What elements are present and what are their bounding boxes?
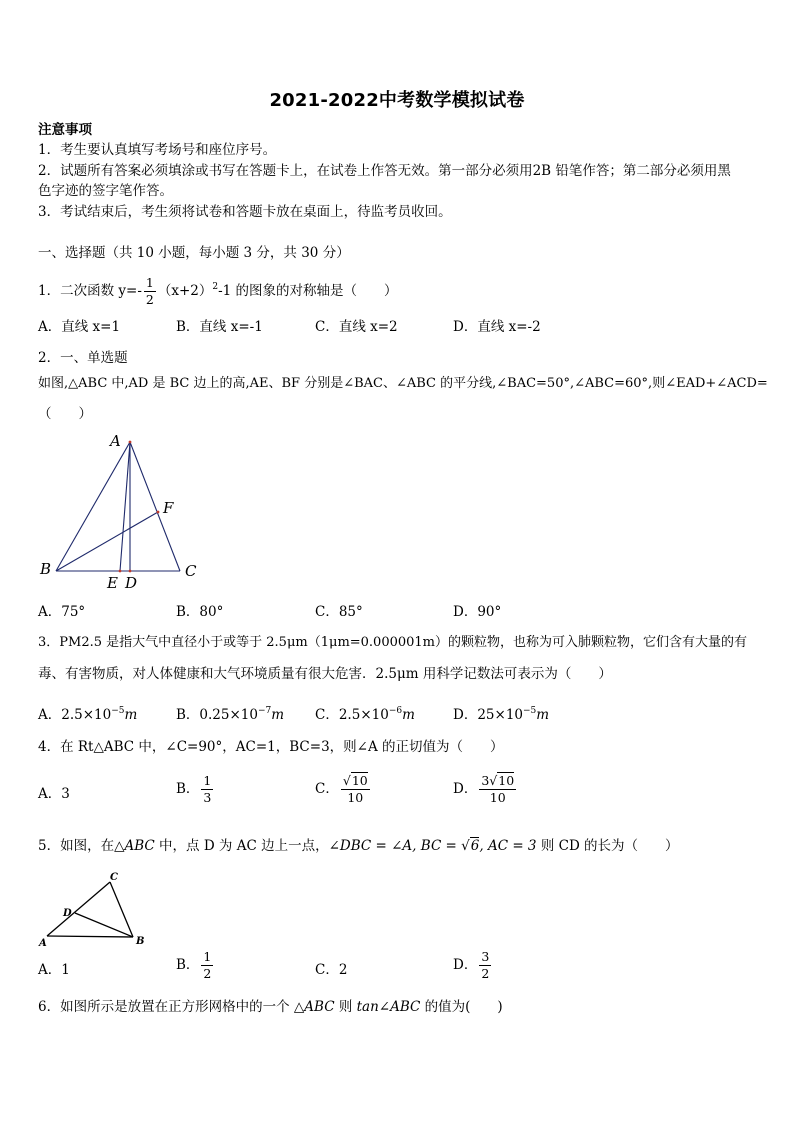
question-3-stem-cont: 毒、有害物质，对人体健康和大气环境质量有很大危害．2.5μm 用科学记数法可表示为（ ） <box>38 666 612 682</box>
q4-option-b-den: 3 <box>203 790 212 805</box>
q2-label-f: F <box>163 499 174 517</box>
q4-option-b-label: B． <box>176 781 200 797</box>
q5-label-d: D <box>63 908 72 919</box>
question-2-stem: 如图,△ABC 中,AD 是 BC 边上的高,AE、BF 分别是∠BAC、∠ABC 的平分线,∠BAC=50°,∠ABC=60°,则∠EAD+∠ACD= <box>38 376 768 391</box>
q4-option-d-coef: 3 <box>481 773 490 788</box>
q2-option-c: C．85° <box>315 604 363 620</box>
q4-option-d <box>453 774 518 805</box>
q3-option-d <box>453 702 549 724</box>
q2-option-d: D．90° <box>453 604 502 620</box>
notice-item-1: 1．考生要认真填写考场号和座位序号。 <box>38 142 277 158</box>
q3-option-d-label: D． <box>453 707 478 723</box>
q3-option-a-base: 2.5×10 <box>61 707 112 723</box>
q3-option-d-exp: −5 <box>523 706 537 716</box>
q3-option-a-exp: −5 <box>111 706 125 716</box>
q2-label-c: C <box>185 562 197 580</box>
page-title: 2021-2022中考数学模拟试卷 <box>269 90 525 111</box>
q5-triangle-symbol: △ABC <box>114 838 155 854</box>
q5-text-post: 则 CD 的长为（ ） <box>536 838 679 854</box>
q3-option-b-unit: m <box>271 707 285 723</box>
q5-side-ac <box>47 882 110 936</box>
q5-triangle-figure <box>34 866 154 950</box>
q3-option-a-label: A． <box>38 707 62 723</box>
q5-option-b-den: 2 <box>203 966 212 981</box>
q2-label-d: D <box>125 574 138 592</box>
q4-option-a: A．3 <box>38 786 70 802</box>
q1-frac-num: 1 <box>145 275 154 290</box>
q5-option-b <box>176 950 215 981</box>
q1-option-b: B．直线 x=-1 <box>176 319 263 335</box>
question-4-stem: 4．在 Rt△ABC 中，∠C=90°，AC=1，BC=3，则∠A 的正切值为（ ） <box>38 739 504 755</box>
q2-point-e <box>119 570 122 573</box>
q5-option-b-num: 1 <box>203 949 212 964</box>
q2-triangle-lines <box>56 442 180 571</box>
q6-text-post: 的值为( ) <box>420 999 503 1015</box>
q3-option-c-label: C． <box>315 707 339 723</box>
q5-text-mid: 中，点 D 为 AC 边上一点， <box>154 838 329 854</box>
q2-point-f <box>157 511 160 514</box>
q4-option-b-fraction <box>201 774 213 805</box>
q3-option-a-unit: m <box>124 707 138 723</box>
q1-text-post2: -1 的图象的对称轴是（ ） <box>218 283 398 299</box>
q2-label-e: E <box>107 574 118 592</box>
q4-option-d-den: 10 <box>489 790 506 805</box>
q5-condition-2: , AC = 3 <box>479 838 537 854</box>
q3-option-b <box>176 702 284 724</box>
q5-option-d-num: 3 <box>481 949 490 964</box>
q4-option-c-den: 10 <box>347 790 364 805</box>
q3-option-b-exp: −7 <box>257 706 272 716</box>
q3-option-c <box>315 702 415 724</box>
q4-option-b-num: 1 <box>203 773 212 788</box>
q5-sqrt-radicand: 6 <box>470 838 480 854</box>
q4-option-d-fraction <box>479 774 516 805</box>
question-3-stem: 3．PM2.5 是指大气中直径小于或等于 2.5μm（1μm=0.000001m）的颗粒物，也称为可入肺颗粒物，它们含有大量的有 <box>38 635 748 650</box>
question-6-stem <box>38 998 503 1016</box>
q5-label-c: C <box>110 872 118 883</box>
q1-option-a: A．直线 x=1 <box>38 319 121 335</box>
q5-text-pre: 5．如图，在 <box>38 838 115 854</box>
notice-item-2: 2．试题所有答案必须填涂或书写在答题卡上，在试卷上作答无效。第一部分必须用2B 铅笔作答；第二部分必须用黑 <box>38 163 731 179</box>
q5-condition: ∠DBC = ∠A, BC = <box>328 838 462 854</box>
notice-item-3: 3．考试结束后，考生须将试卷和答题卡放在桌面上，待监考员收回。 <box>38 204 452 220</box>
q1-text-post: （x+2） <box>157 283 213 299</box>
q5-option-d-label: D． <box>453 957 478 973</box>
q5-option-d-den: 2 <box>481 966 490 981</box>
question-2-head: 2．一、单选题 <box>38 350 128 366</box>
q2-label-b: B <box>40 560 52 578</box>
q4-option-d-radicand: 10 <box>498 773 515 788</box>
q4-option-b <box>176 774 215 805</box>
q1-text-pre: 1．二次函数 y=- <box>38 283 142 299</box>
q2-bisector-ae <box>120 442 130 571</box>
q6-text-mid: 则 <box>334 999 357 1015</box>
q2-point-a <box>129 441 132 444</box>
q5-option-d-fraction <box>479 950 491 981</box>
q2-point-d <box>129 570 132 573</box>
q2-label-a: A <box>110 432 121 450</box>
q3-option-c-unit: m <box>402 707 415 723</box>
q3-option-b-base: 0.25×10 <box>199 707 258 723</box>
q5-label-a: A <box>39 938 47 949</box>
q3-option-c-base: 2.5×10 <box>338 707 389 723</box>
question-1-stem <box>38 276 398 307</box>
q5-side-ab <box>47 936 133 937</box>
q3-option-c-exp: −6 <box>388 706 403 716</box>
q1-option-c: C．直线 x=2 <box>315 319 398 335</box>
q2-side-ab <box>56 442 130 571</box>
q4-option-d-num: 3√10 <box>481 773 515 788</box>
q6-triangle-symbol: △ABC <box>289 999 335 1015</box>
q2-option-b: B．80° <box>176 604 224 620</box>
q5-option-b-label: B． <box>176 957 200 973</box>
q3-option-a <box>38 702 137 724</box>
q6-text-pre: 6．如图所示是放置在正方形网格中的一个 <box>38 999 290 1015</box>
q5-option-b-fraction <box>201 950 213 981</box>
notice-heading: 注意事项 <box>38 122 92 138</box>
q5-label-b: B <box>136 936 145 947</box>
section-heading: 一、选择题（共 10 小题，每小题 3 分，共 30 分） <box>38 245 350 261</box>
q6-expression: tan∠ABC <box>356 999 421 1015</box>
q5-option-d <box>453 950 493 981</box>
question-2-stem-cont: （ ） <box>38 406 92 422</box>
q4-option-c <box>315 774 372 805</box>
q5-sqrt: √6 <box>461 838 480 854</box>
q2-bisector-bf <box>56 512 158 571</box>
q4-option-c-label: C． <box>315 781 339 797</box>
q4-option-c-fraction <box>341 774 370 805</box>
q4-option-c-radicand: 10 <box>351 773 368 788</box>
q2-triangle-figure <box>30 428 210 593</box>
q3-option-d-unit: m <box>536 707 550 723</box>
q1-fraction <box>144 276 156 307</box>
q1-option-d: D．直线 x=-2 <box>453 319 541 335</box>
q5-option-a: A．1 <box>38 962 70 978</box>
q5-triangle-lines <box>47 882 133 937</box>
q5-option-c: C．2 <box>315 962 348 978</box>
notice-item-2-cont: 色字迹的签字笔作答。 <box>38 183 173 199</box>
q2-option-a: A．75° <box>38 604 86 620</box>
q4-option-c-num: √10 <box>342 773 368 788</box>
question-5-stem <box>38 837 679 855</box>
q1-frac-den: 2 <box>145 292 154 307</box>
q4-option-d-label: D． <box>453 781 478 797</box>
q1-exponent: 2 <box>212 282 219 292</box>
q3-option-d-base: 25×10 <box>477 707 523 723</box>
q3-option-b-label: B． <box>176 707 200 723</box>
